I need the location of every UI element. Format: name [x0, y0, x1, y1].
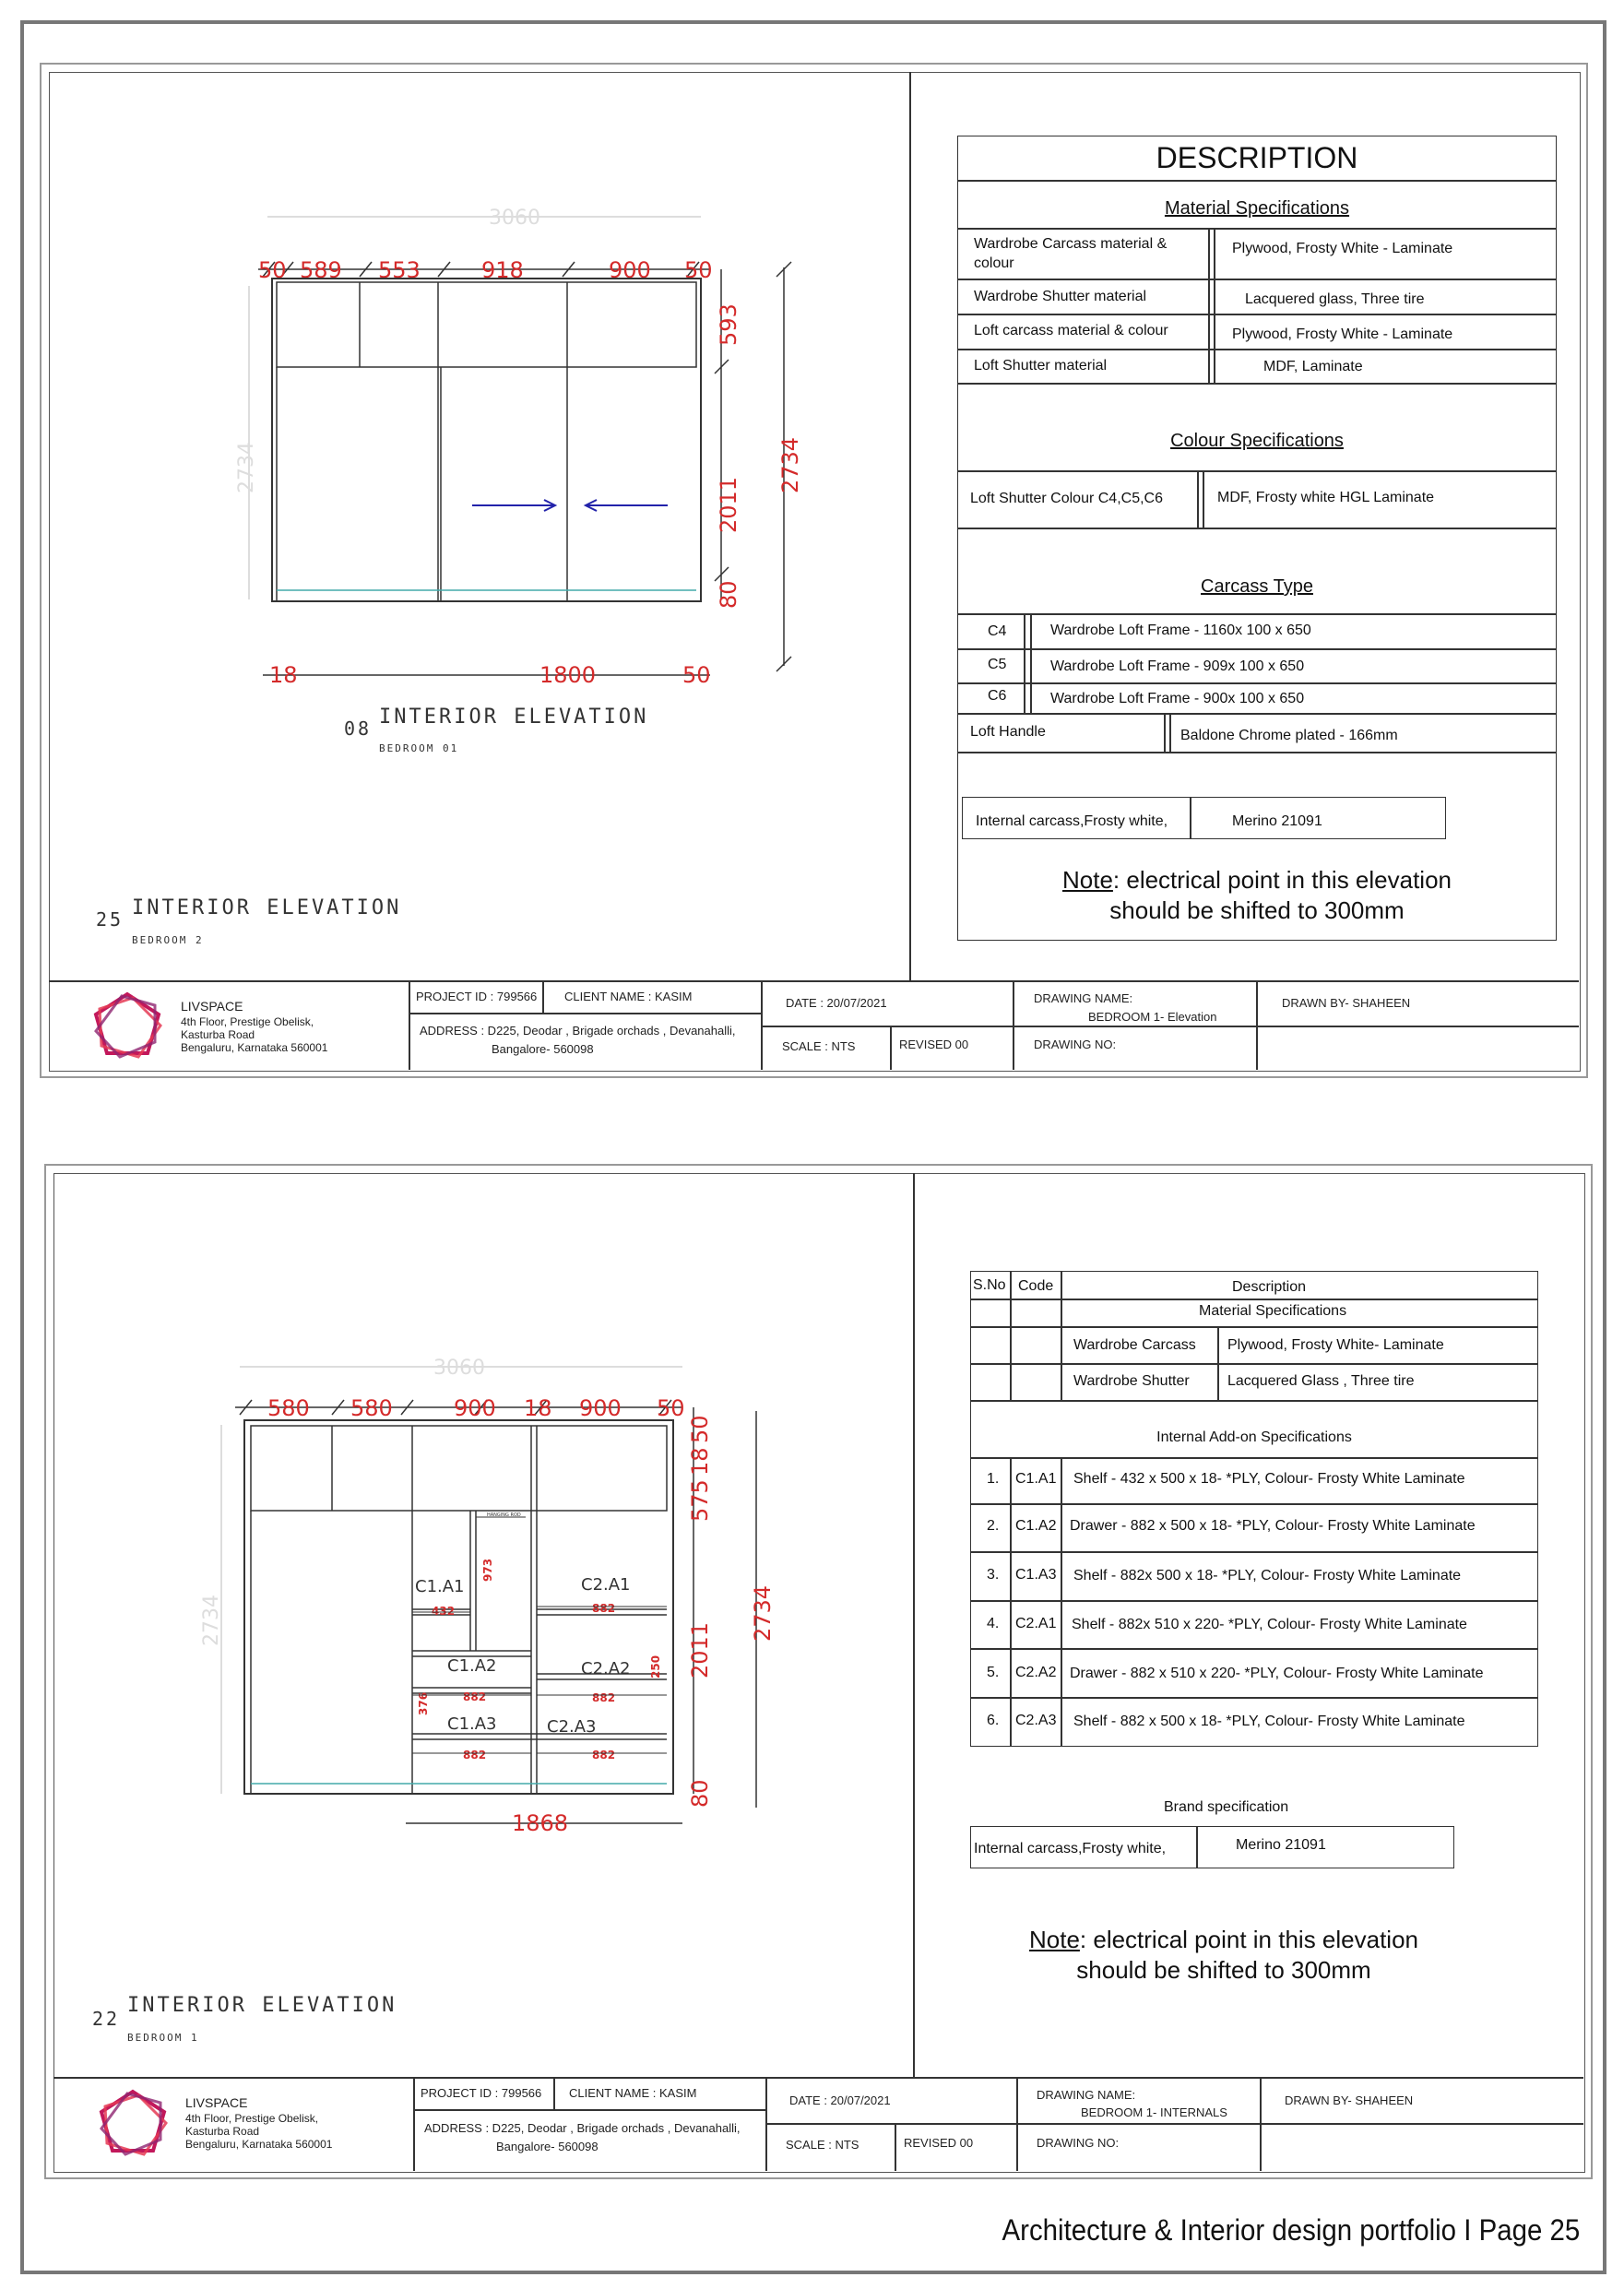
table-material-value-0: Plywood, Frosty White- Laminate: [1227, 1337, 1444, 1353]
tb2-drawing-name-label: DRAWING NAME:: [1037, 2088, 1136, 2102]
dim-overall-width: 3060: [489, 207, 540, 230]
dim-overall-height: 2734: [777, 436, 803, 493]
th-sno: S.No: [973, 1277, 1006, 1293]
tb2-date: DATE : 20/07/2021: [789, 2093, 891, 2107]
elevation-label-title: INTERIOR ELEVATION: [379, 706, 649, 729]
corner-label-number: 25: [96, 908, 124, 931]
table-material-item-1: Wardrobe Shutter: [1073, 1373, 1190, 1389]
dim-top-0: 50: [258, 257, 287, 283]
code-c2a1: C2.A1: [581, 1575, 631, 1595]
addon-code-0: C1.A1: [1015, 1471, 1057, 1487]
tb2-addr2: Kasturba Road: [185, 2125, 260, 2138]
note-2-label: Note: [1028, 1926, 1080, 1953]
dim2-top-3: 18: [524, 1395, 552, 1421]
tb1-address2: Bangalore- 560098: [492, 1042, 594, 1056]
dim-right-0: 593: [716, 303, 741, 346]
addon-sno-3: 4.: [987, 1616, 1000, 1631]
livspace-logo-2: [96, 2088, 170, 2158]
dim2-top-5: 50: [657, 1395, 685, 1421]
dim2-overall-height: 2734: [750, 1584, 776, 1642]
note-1-line2: should be shifted to 300mm: [1109, 896, 1405, 924]
dim-top-3: 918: [481, 257, 524, 283]
material-value-3: MDF, Laminate: [1263, 359, 1363, 374]
code-c2a3: C2.A3: [547, 1717, 597, 1737]
tb1-address1: ADDRESS : D225, Deodar , Brigade orchads , Devanahalli,: [420, 1024, 736, 1038]
description-title: DESCRIPTION: [1156, 141, 1358, 174]
note-2: [924, 1925, 1523, 1986]
tb2-addr1: 4th Floor, Prestige Obelisk,: [185, 2112, 319, 2125]
addon-desc-1: Drawer - 882 x 500 x 18- *PLY, Colour- Frosty White Laminate: [1070, 1518, 1476, 1534]
dim-bottom-1: 1800: [539, 662, 597, 688]
brand-item-2: Internal carcass,Frosty white,: [974, 1841, 1167, 1856]
dim-top-2: 553: [378, 257, 421, 283]
tb1-scale: SCALE : NTS: [782, 1039, 856, 1053]
addon-desc-3: Shelf - 882x 510 x 220- *PLY, Colour- Frosty White Laminate: [1072, 1617, 1467, 1632]
elevation2-label-title: INTERIOR ELEVATION: [127, 1994, 397, 2017]
dim2-right-4: 80: [687, 1779, 713, 1808]
dim-bottom-0: 18: [269, 662, 298, 688]
tb2-project-id: PROJECT ID : 799566: [421, 2086, 542, 2100]
addon-desc-2: Shelf - 882x 500 x 18- *PLY, Colour- Frosty White Laminate: [1073, 1568, 1462, 1583]
table-material-value-1: Lacquered Glass , Three tire: [1227, 1373, 1415, 1389]
dim2-right-1: 18: [687, 1447, 713, 1476]
addon-code-2: C1.A3: [1015, 1567, 1057, 1583]
livspace-logo-1: [90, 990, 164, 1061]
material-item-0: Wardrobe Carcass material &: [974, 236, 1168, 252]
tb2-client: CLIENT NAME : KASIM: [569, 2086, 697, 2100]
dim2-top-4: 900: [579, 1395, 622, 1421]
dim2-right-0: 50: [687, 1415, 713, 1443]
tb2-address1: ADDRESS : D225, Deodar , Brigade orchads , Devanahalli,: [424, 2121, 741, 2135]
dim2-right-3: 2011: [687, 1621, 713, 1678]
elevation2-label-number: 22: [92, 2008, 121, 2030]
tb2-address2: Bangalore- 560098: [496, 2140, 599, 2153]
material-item-1: Wardrobe Shutter material: [974, 289, 1147, 304]
tb1-project-id: PROJECT ID : 799566: [416, 990, 538, 1003]
addon-code-1: C1.A2: [1015, 1518, 1057, 1534]
code-c1a2: C1.A2: [447, 1656, 497, 1676]
elevation-label-sub: BEDROOM 01: [379, 742, 459, 754]
tb1-drawing-name-label: DRAWING NAME:: [1034, 991, 1133, 1005]
tb1-revised: REVISED 00: [899, 1038, 969, 1051]
carcass-value-0: Wardrobe Loft Frame - 1160x 100 x 650: [1050, 623, 1311, 638]
table-material-heading: Material Specifications: [1199, 1303, 1347, 1319]
dim2-inner-3: 882: [463, 1690, 487, 1703]
tb2-addr3: Bengaluru, Karnataka 560001: [185, 2138, 333, 2151]
carcass-code-1: C5: [988, 657, 1007, 672]
dim2-inner-5: 250: [649, 1654, 662, 1678]
code-c1a1: C1.A1: [415, 1577, 465, 1596]
hanging-rod-label: HANGING ROD: [487, 1512, 521, 1518]
tb2-drawing-no: DRAWING NO:: [1037, 2136, 1120, 2150]
note-1-line1: : electrical point in this elevation: [1112, 866, 1452, 894]
dim-left-height: 2734: [235, 442, 258, 493]
dim-top-4: 900: [609, 257, 651, 283]
dim-top-1: 589: [300, 257, 342, 283]
note-1: [957, 865, 1557, 926]
code-c1a3: C1.A3: [447, 1714, 497, 1734]
colour-item: Loft Shutter Colour C4,C5,C6: [970, 491, 1163, 506]
tb1-addr1: 4th Floor, Prestige Obelisk,: [181, 1015, 314, 1028]
carcass-heading: Carcass Type: [1201, 576, 1313, 597]
addon-sno-0: 1.: [987, 1471, 1000, 1487]
material-item-2: Loft carcass material & colour: [974, 323, 1168, 338]
dim2-overall-width: 3060: [433, 1357, 485, 1380]
elevation-drawing-2: [194, 1346, 793, 1844]
addon-desc-0: Shelf - 432 x 500 x 18- *PLY, Colour- Frosty White Laminate: [1073, 1471, 1465, 1487]
addon-heading: Internal Add-on Specifications: [1156, 1429, 1352, 1445]
colour-value: MDF, Frosty white HGL Laminate: [1217, 490, 1435, 505]
carcass-code-2: C6: [988, 688, 1007, 704]
tb2-drawing-name: BEDROOM 1- INTERNALS: [1081, 2105, 1227, 2119]
tb2-company: LIVSPACE: [185, 2095, 248, 2110]
dim2-inner-0: 432: [432, 1605, 456, 1618]
dim-top-5: 50: [684, 257, 713, 283]
dim2-inner-7: 882: [463, 1749, 487, 1761]
addon-desc-4: Drawer - 882 x 510 x 220- *PLY, Colour- Frosty White Laminate: [1070, 1666, 1484, 1681]
elevation-drawing-1: [212, 194, 839, 710]
note-2-line2: should be shifted to 300mm: [1076, 1956, 1371, 1984]
addon-sno-2: 3.: [987, 1567, 1000, 1583]
addon-desc-5: Shelf - 882 x 500 x 18- *PLY, Colour- Frosty White Laminate: [1073, 1714, 1465, 1729]
material-heading: Material Specifications: [1164, 198, 1350, 219]
dim2-top-2: 900: [454, 1395, 496, 1421]
note-2-line1: : electrical point in this elevation: [1079, 1926, 1418, 1953]
dim2-bottom: 1868: [512, 1810, 569, 1836]
table-material-item-0: Wardrobe Carcass: [1073, 1337, 1196, 1353]
elevation-label-number: 08: [344, 718, 373, 740]
material-value-1: Lacquered glass, Three tire: [1245, 291, 1425, 307]
tb1-drawing-no: DRAWING NO:: [1034, 1038, 1117, 1051]
brand-value-2: Merino 21091: [1236, 1837, 1326, 1853]
tb1-date: DATE : 20/07/2021: [786, 996, 887, 1010]
dim-bottom-2: 50: [682, 662, 711, 688]
corner-label-title: INTERIOR ELEVATION: [132, 896, 402, 919]
code-c2a2: C2.A2: [581, 1659, 631, 1678]
dim2-right-2: 575: [687, 1479, 713, 1522]
handle-value: Baldone Chrome plated - 166mm: [1180, 728, 1398, 743]
tb1-addr2: Kasturba Road: [181, 1028, 255, 1041]
dim2-inner-6: 376: [417, 1691, 430, 1715]
tb2-scale: SCALE : NTS: [786, 2138, 859, 2152]
tb1-client: CLIENT NAME : KASIM: [564, 990, 693, 1003]
addon-code-4: C2.A2: [1015, 1665, 1057, 1680]
dim2-inner-2: 973: [481, 1558, 494, 1582]
addon-code-5: C2.A3: [1015, 1713, 1057, 1728]
note-1-label: Note: [1061, 866, 1113, 894]
carcass-code-0: C4: [988, 623, 1007, 639]
dim-right-1: 2011: [716, 476, 741, 533]
brand-value-1: Merino 21091: [1232, 813, 1322, 829]
tb2-drawn-by: DRAWN BY- SHAHEEN: [1285, 2093, 1414, 2107]
handle-item: Loft Handle: [970, 724, 1046, 740]
dim2-left-height: 2734: [200, 1595, 223, 1646]
dim2-inner-4: 882: [592, 1691, 616, 1704]
page-footer: Architecture & Interior design portfolio I Page 25: [1002, 2213, 1580, 2247]
dim-right-2: 80: [716, 580, 741, 609]
addon-sno-5: 6.: [987, 1713, 1000, 1728]
dim2-inner-8: 882: [592, 1749, 616, 1761]
elevation2-label-sub: BEDROOM 1: [127, 2032, 199, 2044]
addon-code-3: C2.A1: [1015, 1616, 1057, 1631]
material-value-2: Plywood, Frosty White - Laminate: [1232, 326, 1453, 342]
dim2-inner-1: 882: [592, 1602, 616, 1615]
brand-item-1: Internal carcass,Frosty white,: [976, 813, 1168, 829]
addon-sno-1: 2.: [987, 1518, 1000, 1534]
th-description: Description: [1232, 1279, 1307, 1295]
dim2-top-0: 580: [267, 1395, 310, 1421]
brand-heading-2: Brand specification: [1164, 1799, 1289, 1815]
corner-label-sub: BEDROOM 2: [132, 934, 204, 946]
tb1-drawn-by: DRAWN BY- SHAHEEN: [1282, 996, 1411, 1010]
material-item-0b: colour: [974, 255, 1014, 271]
tb1-drawing-name: BEDROOM 1- Elevation: [1088, 1010, 1217, 1024]
addon-sno-4: 5.: [987, 1665, 1000, 1680]
material-item-3: Loft Shutter material: [974, 358, 1108, 374]
th-code: Code: [1018, 1278, 1054, 1294]
material-value-0: Plywood, Frosty White - Laminate: [1232, 241, 1453, 256]
colour-heading: Colour Specifications: [1170, 431, 1344, 451]
dim2-top-1: 580: [350, 1395, 393, 1421]
carcass-value-2: Wardrobe Loft Frame - 900x 100 x 650: [1050, 691, 1305, 706]
carcass-value-1: Wardrobe Loft Frame - 909x 100 x 650: [1050, 658, 1305, 674]
tb2-revised: REVISED 00: [904, 2136, 974, 2150]
tb1-addr3: Bengaluru, Karnataka 560001: [181, 1041, 328, 1054]
tb1-company: LIVSPACE: [181, 999, 243, 1014]
